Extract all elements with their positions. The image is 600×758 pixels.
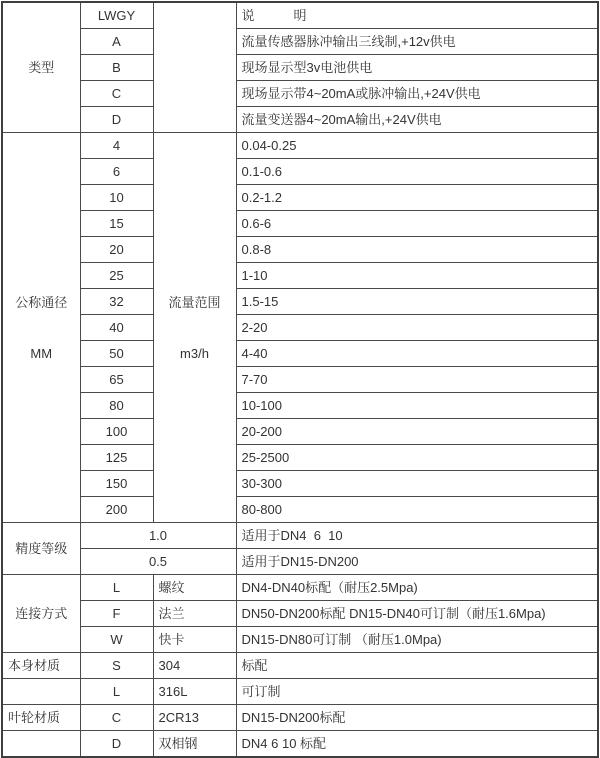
description-header-cell: 说 明	[236, 2, 598, 29]
table-row	[2, 211, 598, 237]
accuracy-desc-cell: 适用于DN15-DN200	[236, 549, 598, 575]
table-row	[2, 315, 598, 341]
material-desc-cell: 可订制	[236, 679, 598, 705]
connection-code-cell: W	[80, 627, 153, 653]
type-code-cell: B	[80, 55, 153, 81]
material-code-cell: L	[80, 679, 153, 705]
range-cell: 1-10	[236, 263, 598, 289]
connection-code-cell: L	[80, 575, 153, 601]
table-row	[2, 81, 598, 107]
type-code-cell: A	[80, 29, 153, 55]
range-cell: 0.1-0.6	[236, 159, 598, 185]
table-row	[2, 731, 598, 758]
table-row	[2, 679, 598, 705]
dn-cell: 32	[80, 289, 153, 315]
connection-name-cell: 快卡	[153, 627, 236, 653]
diameter-section-label	[2, 133, 80, 523]
table-row	[2, 289, 598, 315]
impeller-material-label: 叶轮材质	[2, 705, 80, 731]
range-cell: 0.2-1.2	[236, 185, 598, 211]
dn-cell: 100	[80, 419, 153, 445]
connection-name-cell: 法兰	[153, 601, 236, 627]
dn-cell: 40	[80, 315, 153, 341]
table-row	[2, 185, 598, 211]
table-row	[2, 471, 598, 497]
table-row	[2, 445, 598, 471]
dn-cell: 10	[80, 185, 153, 211]
table-row	[2, 55, 598, 81]
table-row	[2, 575, 598, 601]
diameter-label-line2: MM	[30, 345, 53, 361]
range-cell: 80-800	[236, 497, 598, 523]
table-row	[2, 29, 598, 55]
material-name-cell: 2CR13	[153, 705, 236, 731]
dn-cell: 65	[80, 367, 153, 393]
range-cell: 30-300	[236, 471, 598, 497]
range-cell: 4-40	[236, 341, 598, 367]
diameter-label-line1: 公称通径	[15, 294, 68, 310]
flow-range-label-line1: 流量范围	[168, 294, 221, 310]
material-desc-cell: DN15-DN200标配	[236, 705, 598, 731]
range-cell: 25-2500	[236, 445, 598, 471]
type-spacer-cell	[153, 2, 236, 133]
connection-section-label: 连接方式	[2, 575, 80, 653]
table-row	[2, 341, 598, 367]
table-row	[2, 705, 598, 731]
material-code-cell: C	[80, 705, 153, 731]
material-label-empty	[2, 731, 80, 758]
table-row	[2, 2, 598, 29]
material-code-cell: D	[80, 731, 153, 758]
connection-desc-cell: DN4-DN40标配（耐压2.5Mpa)	[236, 575, 598, 601]
table-row	[2, 497, 598, 523]
material-desc-cell: DN4 6 10 标配	[236, 731, 598, 758]
dn-cell: 50	[80, 341, 153, 367]
table-row	[2, 653, 598, 679]
table-row	[2, 367, 598, 393]
material-name-cell: 316L	[153, 679, 236, 705]
table-row	[2, 549, 598, 575]
material-code-cell: S	[80, 653, 153, 679]
spec-table	[1, 1, 599, 758]
material-desc-cell: 标配	[236, 653, 598, 679]
range-cell: 2-20	[236, 315, 598, 341]
flow-range-label	[153, 133, 236, 523]
dn-cell: 200	[80, 497, 153, 523]
connection-name-cell: 螺纹	[153, 575, 236, 601]
accuracy-grade-cell: 1.0	[80, 523, 236, 549]
body-material-label: 本身材质	[2, 653, 80, 679]
accuracy-desc-cell: 适用于DN4 6 10	[236, 523, 598, 549]
dn-cell: 80	[80, 393, 153, 419]
dn-cell: 150	[80, 471, 153, 497]
material-name-cell: 双相钢	[153, 731, 236, 758]
dn-cell: 125	[80, 445, 153, 471]
accuracy-section-label: 精度等级	[2, 523, 80, 575]
table-row	[2, 419, 598, 445]
table-row	[2, 263, 598, 289]
connection-code-cell: F	[80, 601, 153, 627]
range-cell: 1.5-15	[236, 289, 598, 315]
type-desc-cell: 现场显示带4~20mA或脉冲输出,+24V供电	[236, 81, 598, 107]
table-row	[2, 601, 598, 627]
connection-desc-cell: DN15-DN80可订制 （耐压1.0Mpa)	[236, 627, 598, 653]
table-row	[2, 237, 598, 263]
range-cell: 0.8-8	[236, 237, 598, 263]
type-code-cell: D	[80, 107, 153, 133]
dn-cell: 6	[80, 159, 153, 185]
dn-cell: 25	[80, 263, 153, 289]
table-row	[2, 159, 598, 185]
table-row	[2, 627, 598, 653]
type-desc-cell: 流量变送器4~20mA输出,+24V供电	[236, 107, 598, 133]
dn-cell: 20	[80, 237, 153, 263]
model-header-cell: LWGY	[80, 2, 153, 29]
table-row	[2, 107, 598, 133]
material-label-empty	[2, 679, 80, 705]
range-cell: 20-200	[236, 419, 598, 445]
type-desc-cell: 流量传感器脉冲输出三线制,+12v供电	[236, 29, 598, 55]
table-row	[2, 393, 598, 419]
range-cell: 7-70	[236, 367, 598, 393]
table-row	[2, 133, 598, 159]
dn-cell: 15	[80, 211, 153, 237]
type-desc-cell: 现场显示型3v电池供电	[236, 55, 598, 81]
range-cell: 0.6-6	[236, 211, 598, 237]
material-name-cell: 304	[153, 653, 236, 679]
type-section-label: 类型	[2, 2, 80, 133]
connection-desc-cell: DN50-DN200标配 DN15-DN40可订制（耐压1.6Mpa)	[236, 601, 598, 627]
accuracy-grade-cell: 0.5	[80, 549, 236, 575]
flow-range-label-line2: m3/h	[180, 345, 209, 361]
range-cell: 0.04-0.25	[236, 133, 598, 159]
range-cell: 10-100	[236, 393, 598, 419]
dn-cell: 4	[80, 133, 153, 159]
table-row	[2, 523, 598, 549]
type-code-cell: C	[80, 81, 153, 107]
